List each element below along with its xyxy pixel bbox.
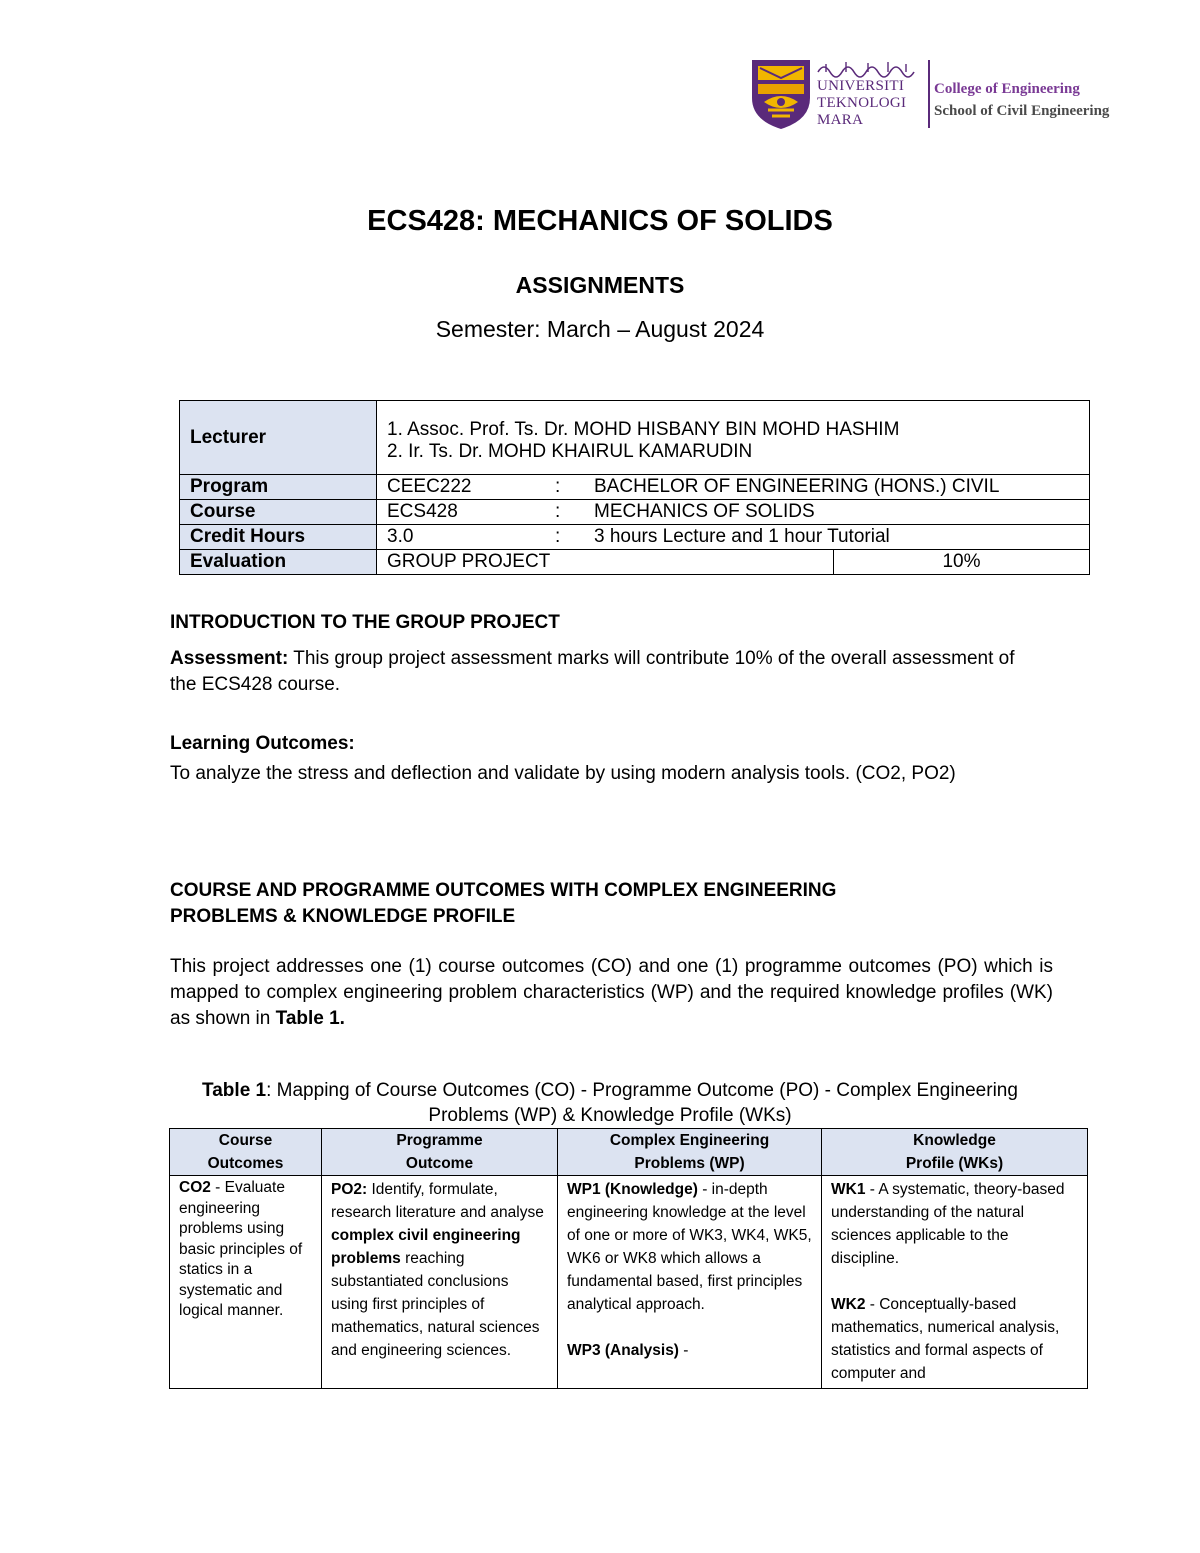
lecturer-1: 1. Assoc. Prof. Ts. Dr. MOHD HISBANY BIN MOHD HASHIM	[387, 418, 900, 440]
course-row: Course ECS428 : MECHANICS OF SOLIDS	[180, 500, 1090, 525]
course-label: Course	[180, 500, 377, 525]
course-code: ECS428	[387, 501, 458, 522]
wp3-entry: WP3 (Analysis) -	[567, 1342, 689, 1359]
uitm-crest-logo	[750, 58, 812, 130]
lecturer-label: Lecturer	[180, 401, 377, 475]
lecturer-row	[180, 401, 1090, 475]
header-programme-outcome: Programme Outcome	[322, 1129, 558, 1176]
credit-hours-row: Credit Hours 3.0 : 3 hours Lecture and 1 hour Tutorial	[180, 525, 1090, 550]
arabic-wordmark	[816, 58, 916, 78]
evaluation-percent: 10%	[834, 550, 1090, 575]
mapping-table-row	[170, 1176, 1088, 1389]
course-desc: MECHANICS OF SOLIDS	[594, 501, 815, 522]
lecturer-names	[377, 401, 1090, 475]
credit-hours-desc: 3 hours Lecture and 1 hour Tutorial	[594, 526, 890, 547]
cell-complex-problems	[558, 1176, 822, 1389]
cell-programme-outcome: PO2: Identify, formulate, research literature and analyse complex civil engineering problems reaching substantiated conclusions using first principles of mathematics, natural sciences and engineering sciences.	[322, 1176, 558, 1389]
header-divider	[928, 60, 930, 128]
college-name: College of Engineering	[934, 81, 1080, 97]
semester: Semester: March – August 2024	[435, 316, 765, 342]
learning-outcomes-heading: Learning Outcomes:	[170, 733, 355, 754]
course-title: ECS428: MECHANICS OF SOLIDS	[367, 205, 833, 237]
learning-outcomes-text: To analyze the stress and deflection and validate by using modern analysis tools. (CO2, PO2)	[170, 763, 956, 784]
header-logo-block	[750, 58, 1170, 133]
wk2-entry: WK2 - Conceptually-based mathematics, numerical analysis, statistics and formal aspects of computer and	[831, 1296, 1060, 1382]
mapping-table	[169, 1128, 1088, 1389]
mapping-table-header	[170, 1129, 1088, 1176]
course-info-table	[179, 400, 1090, 575]
outcomes-paragraph: This project addresses one (1) course outcomes (CO) and one (1) programme outcomes (PO) which is mapped to complex engineering problem characteristics (WP) and the required knowledge profiles (WK) as shown in Table 1.	[170, 956, 1053, 1029]
table1-caption: Table 1: Mapping of Course Outcomes (CO) - Programme Outcome (PO) - Complex Engineering Problems (WP) & Knowledge Profile (WKs)	[202, 1080, 1018, 1126]
evaluation-value: GROUP PROJECT	[377, 550, 834, 575]
document-type: ASSIGNMENTS	[515, 272, 685, 298]
school-name: School of Civil Engineering	[934, 103, 1110, 119]
wk1-entry: WK1 - A systematic, theory-based understanding of the natural sciences applicable to the discipline.	[831, 1181, 1065, 1267]
credit-hours-value: 3.0	[387, 526, 414, 547]
cell-course-outcome: CO2 - Evaluate engineering problems using basic principles of statics in a systematic and logical manner.	[170, 1176, 322, 1389]
wp1-entry: WP1 (Knowledge) - in-depth engineering knowledge at the level of one or more of WK3, WK4, WK5, WK6 or WK8 which allows a fundamental based, first principles analytical approach.	[567, 1181, 812, 1313]
credit-hours-label: Credit Hours	[180, 525, 377, 550]
assessment-paragraph: Assessment: This group project assessment marks will contribute 10% of the overall assessment of the ECS428 course.	[170, 648, 1015, 695]
evaluation-label: Evaluation	[180, 550, 377, 575]
outcomes-heading: COURSE AND PROGRAMME OUTCOMES WITH COMPLEX ENGINEERING PROBLEMS & KNOWLEDGE PROFILE	[170, 880, 837, 927]
lecturer-2: 2. Ir. Ts. Dr. MOHD KHAIRUL KAMARUDIN	[387, 440, 753, 462]
program-desc: BACHELOR OF ENGINEERING (HONS.) CIVIL	[594, 476, 1000, 497]
header-complex-problems: Complex Engineering Problems (WP)	[558, 1129, 822, 1176]
program-row: Program CEEC222 : BACHELOR OF ENGINEERING (HONS.) CIVIL	[180, 475, 1090, 500]
intro-heading: INTRODUCTION TO THE GROUP PROJECT	[170, 612, 560, 633]
header-course-outcomes: Course Outcomes	[170, 1129, 322, 1176]
header-knowledge-profile: Knowledge Profile (WKs)	[822, 1129, 1088, 1176]
program-label: Program	[180, 475, 377, 500]
program-code: CEEC222	[387, 476, 472, 497]
cell-knowledge-profile	[822, 1176, 1088, 1389]
university-name: UNIVERSITI TEKNOLOGI MARA	[817, 78, 907, 128]
evaluation-row	[180, 550, 1090, 575]
college-info	[934, 78, 1109, 122]
